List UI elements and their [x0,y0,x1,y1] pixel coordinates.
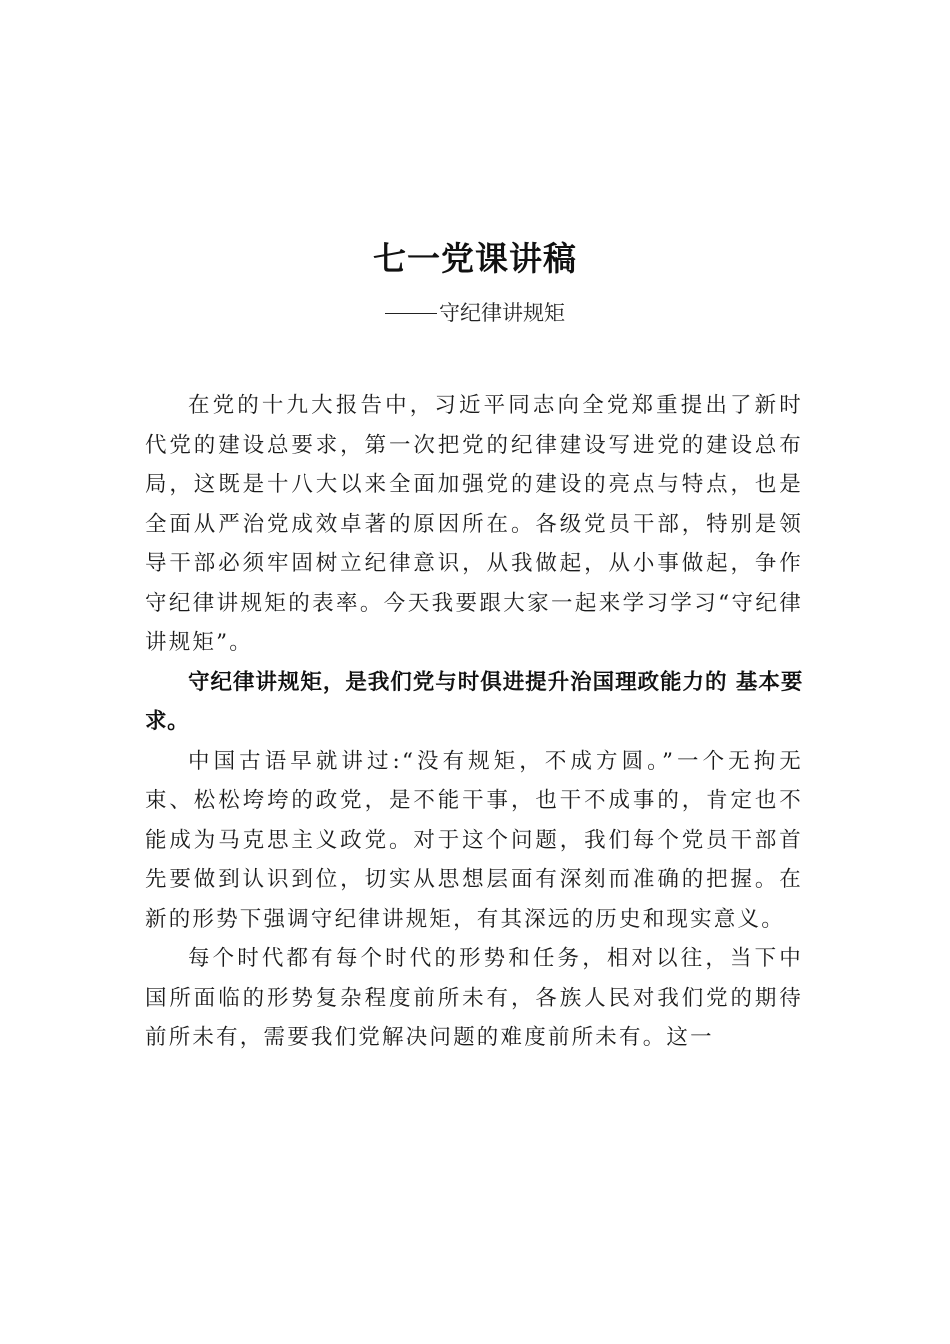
document-title: 七一党课讲稿 [373,239,577,278]
document-subtitle [0,296,950,330]
paragraph-situation: 每个时代都有每个时代的形势和任务，相对以往，当下中国所面临的形势复杂程度前所未有，各族人民对我们党的期待前所未有，需要我们党解决问题的难度前所未有。这一 [145,946,803,1050]
subtitle-text: 守纪律讲规矩 [439,301,565,325]
paragraph-intro: 在党的十九大报告中，习近平同志向全党郑重提出了新时代党的建设总要求，第一次把党的纪律建设写进党的建设总布局，这既是十八大以来全面加强党的建设的亮点与特点，也是全面从严治党成效卓著的原因所在。各级党员干部，特别是领导干部必须牢固树立纪律意识，从我做起，从小事做起，争作守纪律讲规矩的表率。今天我要跟大家一起来学习学习“守纪律讲规矩”。 [145,393,803,655]
paragraph-proverb: 中国古语早就讲过:“没有规矩，不成方圆。”一个无拘无束、松松垮垮的政党，是不能干事，也干不成事的，肯定也不能成为马克思主义政党。对于这个问题，我们每个党员干部首先要做到认识到位，切实从思想层面有深刻而准确的把握。在新的形势下强调守纪律讲规矩，有其深远的历史和现实意义。 [145,748,803,932]
section-heading: 守纪律讲规矩，是我们党与时俱进提升治国理政能力的 基本要求。 [145,669,803,734]
em-dash-line [385,313,437,315]
document-body [145,386,803,1058]
